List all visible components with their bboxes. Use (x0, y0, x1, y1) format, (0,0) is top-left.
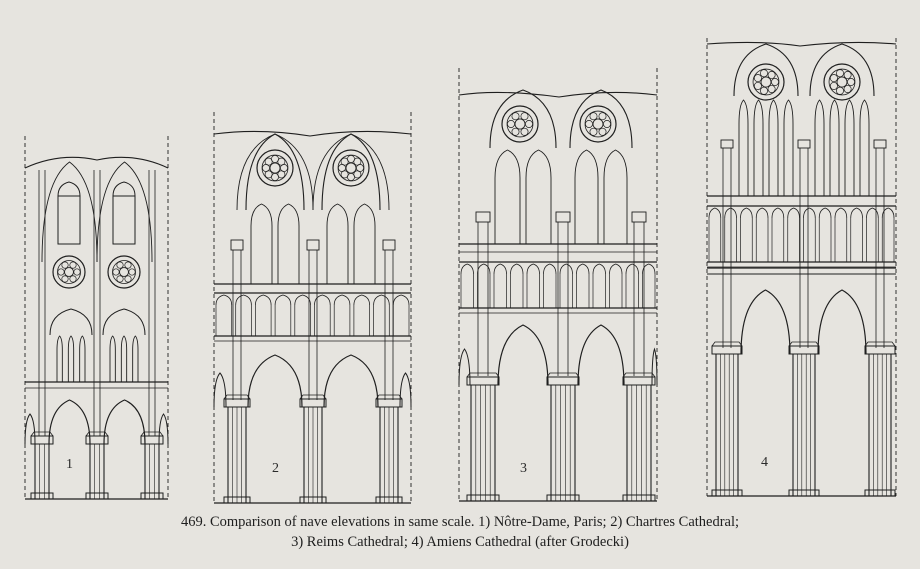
panel-number-2: 2 (272, 461, 279, 476)
elevation-panel-3 (459, 68, 657, 501)
caption-line-2: 3) Reims Cathedral; 4) Amiens Cathedral (after Grodecki) (291, 534, 629, 550)
panel-number-3: 3 (520, 461, 527, 476)
elevation-panel-2 (214, 112, 411, 503)
panel-number-1: 1 (66, 457, 73, 472)
panel-number-4: 4 (761, 455, 768, 470)
caption-line-1: 469. Comparison of nave elevations in same scale. 1) Nôtre-Dame, Paris; 2) Chartres Cathedral; (180, 514, 740, 530)
elevation-panel-1 (25, 136, 168, 499)
elevation-panel-4 (707, 38, 896, 496)
figure-caption (0, 512, 920, 552)
